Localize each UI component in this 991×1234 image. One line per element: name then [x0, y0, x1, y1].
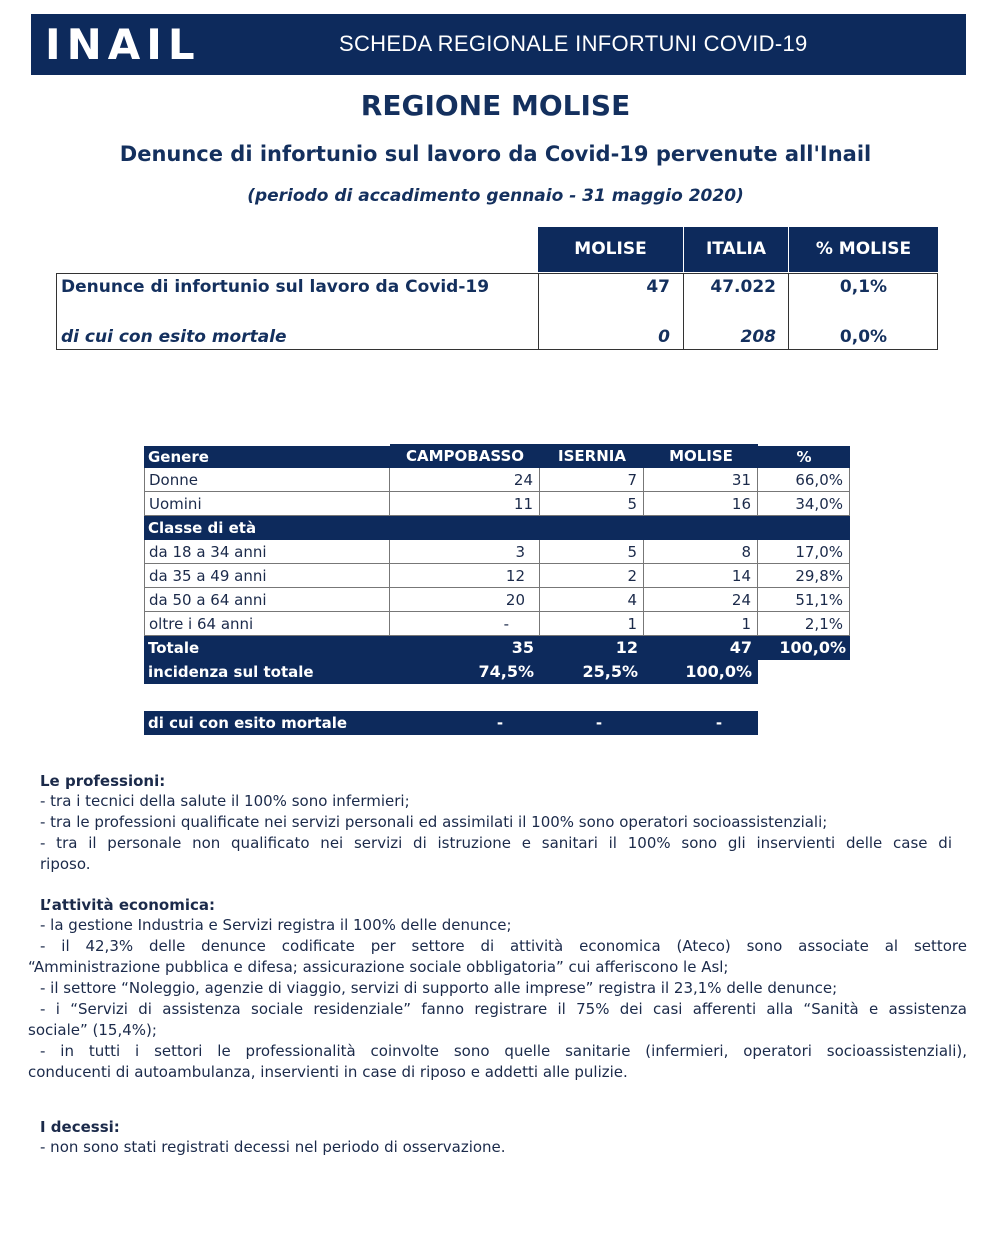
- section-line: riposo.: [40, 855, 91, 873]
- summary-cell: 0,1%: [839, 277, 888, 297]
- inail-logo: INAIL: [45, 20, 201, 69]
- section-line: - il 42,3% delle denunce codificate per settore di attività economica (Ateco) sono associate al settore: [40, 937, 967, 955]
- cell: 29,8%: [758, 564, 850, 588]
- cell: -: [644, 711, 758, 735]
- section-line: - tra le professioni qualificate nei servizi personali ed assimilati il 100% sono operatori socioassistenziali;: [40, 813, 828, 831]
- cell: 4: [540, 588, 644, 612]
- cell: 14: [644, 564, 758, 588]
- section-line: “Amministrazione pubblica e difesa; assicurazione sociale obbligatoria” cui afferiscono le Asl;: [28, 958, 729, 976]
- section-heading: Le professioni:: [40, 772, 166, 790]
- section-line: - la gestione Industria e Servizi registra il 100% delle denunce;: [40, 916, 512, 934]
- cell: -: [390, 711, 540, 735]
- cell: 35: [390, 636, 540, 660]
- row-label: di cui con esito mortale: [144, 711, 390, 735]
- cell: 2,1%: [758, 612, 850, 636]
- section-line: - i “Servizi di assistenza sociale residenziale” fanno registrare il 75% dei casi afferenti alla “Sanità e assistenza: [40, 1000, 967, 1018]
- cell: 1: [644, 612, 758, 636]
- cell: 24: [644, 588, 758, 612]
- cell: 12: [390, 564, 540, 588]
- cell: 100,0%: [644, 660, 758, 684]
- cell: 11: [390, 492, 540, 516]
- cell: 1: [540, 612, 644, 636]
- row-label: incidenza sul totale: [144, 660, 390, 684]
- section-line: sociale” (15,4%);: [28, 1021, 157, 1039]
- summary-cell: 0,0%: [839, 327, 888, 347]
- header-molise: MOLISE: [644, 444, 758, 468]
- region-title: REGIONE MOLISE: [360, 89, 631, 122]
- summary-cell: 47: [646, 277, 670, 297]
- cell: 31: [644, 468, 758, 492]
- section-heading: L’attività economica:: [40, 896, 215, 914]
- summary-row-label: Denunce di infortunio sul lavoro da Covid-19: [61, 277, 490, 297]
- row-label: Totale: [144, 636, 390, 660]
- cell: 17,0%: [758, 540, 850, 564]
- cell: 51,1%: [758, 588, 850, 612]
- period: (periodo di accadimento gennaio - 31 maggio 2020): [247, 186, 744, 206]
- cell: 3: [390, 540, 540, 564]
- cell: 20: [390, 588, 540, 612]
- summary-cell: 0: [658, 327, 670, 347]
- header-campobasso: CAMPOBASSO: [390, 444, 540, 468]
- cell: 8: [644, 540, 758, 564]
- section-line: - il settore “Noleggio, agenzie di viaggio, servizi di supporto alle imprese” registra il 23,1% delle denunce;: [40, 979, 838, 997]
- cell: 74,5%: [390, 660, 540, 684]
- section-line: - tra i tecnici della salute il 100% sono infermieri;: [40, 792, 410, 810]
- header-banner: [31, 14, 966, 75]
- cell: 2: [540, 564, 644, 588]
- summary-header-italia: ITALIA: [684, 227, 788, 272]
- section-line: - tra il personale non qualificato nei servizi di istruzione e sanitari il 100% sono gli inservienti delle case di: [40, 834, 952, 852]
- cell: -: [390, 612, 540, 636]
- subtitle: Denunce di infortunio sul lavoro da Covid-19 pervenute all'Inail: [119, 142, 872, 166]
- header-genere: Genere: [144, 446, 390, 468]
- header-isernia: ISERNIA: [540, 444, 644, 468]
- cell: 5: [540, 492, 644, 516]
- cell: 47: [644, 636, 758, 660]
- summary-row-label: di cui con esito mortale: [61, 327, 287, 347]
- summary-cell: 208: [740, 327, 776, 347]
- row-label: oltre i 64 anni: [144, 612, 390, 636]
- cell: 5: [540, 540, 644, 564]
- cell: -: [540, 711, 644, 735]
- row-label: Uomini: [144, 492, 390, 516]
- row-label: Donne: [144, 468, 390, 492]
- cell: 100,0%: [758, 636, 850, 660]
- row-label: da 35 a 49 anni: [144, 564, 390, 588]
- section-header-eta: Classe di età: [144, 516, 850, 540]
- cell: 12: [540, 636, 644, 660]
- cell: 16: [644, 492, 758, 516]
- section-line: - in tutti i settori le professionalità coinvolte sono quelle sanitarie (infermieri, operatori socioassistenziali),: [40, 1042, 967, 1060]
- summary-header-molise: MOLISE: [538, 227, 683, 272]
- cell: 25,5%: [540, 660, 644, 684]
- cell: 66,0%: [758, 468, 850, 492]
- header-title: SCHEDA REGIONALE INFORTUNI COVID-19: [339, 31, 808, 56]
- summary-header-pct: % MOLISE: [789, 227, 938, 272]
- row-label: da 50 a 64 anni: [144, 588, 390, 612]
- row-label: da 18 a 34 anni: [144, 540, 390, 564]
- cell: 34,0%: [758, 492, 850, 516]
- header-pct: %: [758, 446, 850, 468]
- cell: 7: [540, 468, 644, 492]
- cell: 24: [390, 468, 540, 492]
- summary-cell: 47.022: [710, 277, 776, 297]
- section-line: - non sono stati registrati decessi nel periodo di osservazione.: [40, 1138, 506, 1156]
- section-heading: I decessi:: [40, 1118, 120, 1136]
- section-line: conducenti di autoambulanza, inservienti in case di riposo e addetti alle pulizie.: [28, 1063, 628, 1081]
